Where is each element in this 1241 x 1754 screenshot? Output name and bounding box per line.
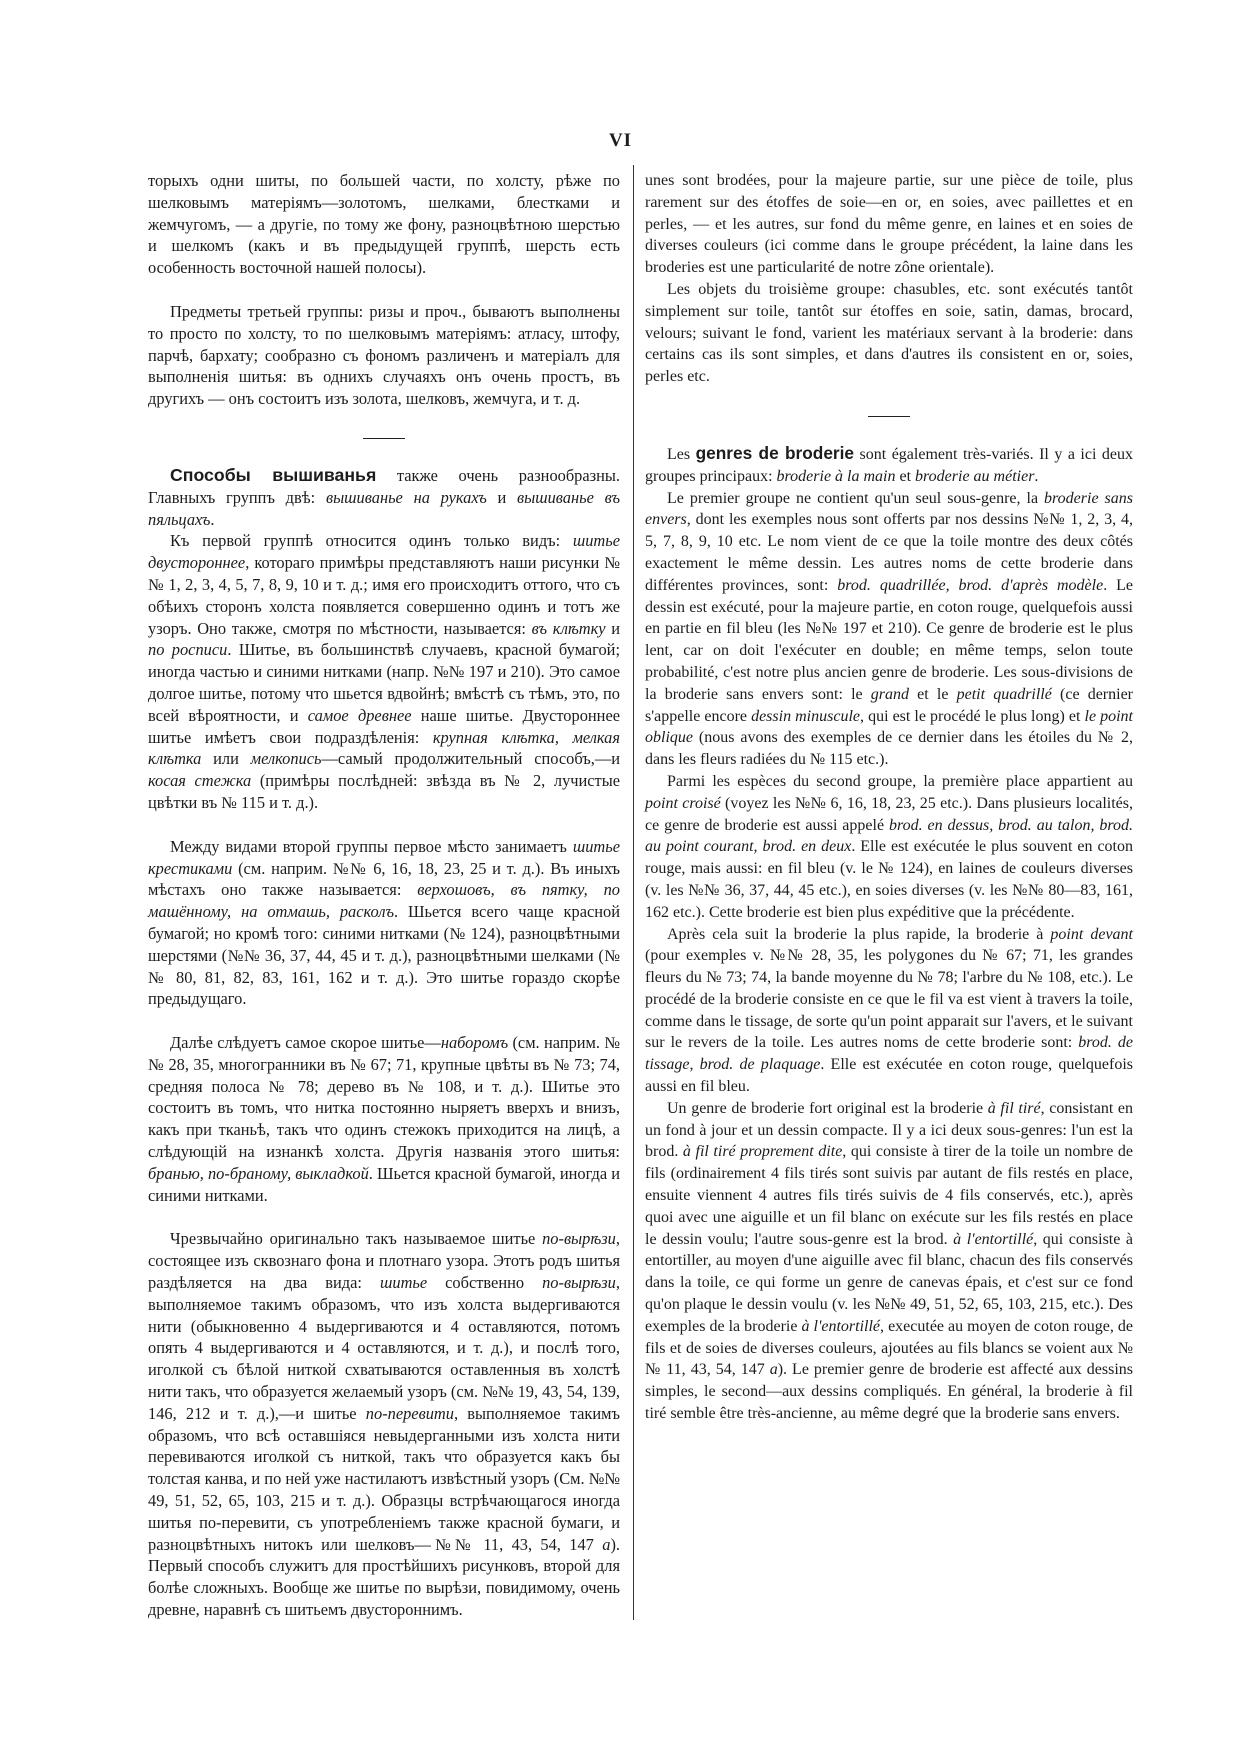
text-run: Après cela suit la broderie la plus rapide, la broderie à [667,925,1051,943]
italic-term: самое древнее [307,705,412,725]
text-run: (см. наприм. №№ 28, 35, многогранники въ № 67; 71, крупные цвѣты въ № 73; 74, средняя полоса № 78; дерево въ № 108, и т. д.). Шитье это состоитъ въ томъ, что нитка постоянно ныряетъ вверхъ и внизъ, какъ при тканьѣ, такъ что одинъ стежокъ приходится на лицѣ, а слѣдующій на изнанкѣ холста. Другія названія этого шитья: [148,1033,620,1162]
text-run: , котораго примѣры представляютъ наши рисунки №№ 1, 2, 3, 4, 5, 7, 8, 9, 10 и т. д.; имя его происходитъ оттого, что съ обѣихъ сторонъ холста появляется совершенно одинъ и тотъ же узоръ. Оно также, смотря по мѣстности, называется: [148,553,620,638]
italic-term: крупная клѣтка, мелкая клѣтка [148,727,620,769]
italic-term: по росписи [148,640,228,660]
paragraph [148,301,620,410]
bold-heading-text: Способы вышиванья [170,464,377,485]
text-run: (nous avons des exemples de ce dernier dans les étoiles du № 2, dans les fleurs radiées du № 115 etc.). [645,729,1133,769]
italic-term: broderie au métier [915,467,1035,485]
paragraph [645,488,1133,771]
paragraph [148,1032,620,1206]
text-run: (примѣры послѣдней: звѣзда въ № 2, лучистые цвѣтки въ № 115 и т. д.). [148,771,620,812]
text-run: , состоящее изъ сквознаго фона и плотнаго узора. Этотъ родъ шитья раздѣляется на два вида: [148,1229,620,1293]
text-run: , qui consiste à entortiller, au moyen d'une aiguille avec fil blanc, chacun des fils conservés dans la toile, ce qui forme un genre de canevas épais, et c'est sur ce fond qu'on plaque le dessin voulu (v. les №№ 49, 51, 52, 65, 103, 215, etc.). Des exemples de la broderie [645,1230,1134,1335]
text-run: . Elle est exécutée en coton rouge, quelquefois aussi en fil bleu. [645,1056,1133,1096]
text-run: , dont les exemples nous sont offerts par nos dessins №№ 1, 2, 3, 4, 5, 7, 8, 9, 10 etc. Le nom vient de ce que la toile montre des deux côtés exactement le même dessin. Les autres noms de cette broderie dans différentes provinces, sont: [645,511,1133,594]
column-divider [633,165,634,1620]
section-rule [363,438,405,439]
right-column-french [645,170,1133,1425]
paragraph [645,771,1133,924]
section-rule [868,416,910,417]
text-run: собственно [427,1273,543,1293]
italic-term: шитье двустороннее [148,531,620,573]
text-run: Предметы третьей группы: ризы и проч., бываютъ выполнены то просто по холсту, то по шелковымъ матеріямъ: атласу, штофу, парчѣ, бархату; сообразно съ фономъ различенъ и матеріалъ для выполненія шитья: въ однихъ случаяхъ онъ очень простъ, въ другихъ — онъ состоитъ изъ золота, шелковъ, жемчуга, и т. д. [148,301,620,409]
text-run: Les [667,445,696,463]
text-run: . Le dessin est exécuté, pour la majeure partie, en coton rouge, quelquefois aussi en partie en fil bleu (les №№ 197 et 210). Ce genre de broderie est le plus lent, car on doit l'exécuter en double; en même temps, selon toute probabilité, c'est notre plus ancien genre de broderie. Les sous-divisions de la broderie sans envers sont: le [645,576,1134,703]
paragraph [148,1228,620,1620]
italic-term: шитье крестиками [148,836,620,878]
italic-term: point devant [1050,925,1133,943]
text-run: et [895,467,916,485]
text-run: , выполняемое такимъ образомъ, что всѣ оставшіяся невыдерганными изъ холста нити перевиваются иголкой съ ниткой, такъ что образуется какъ бы толстая канва, и по ней уже настилаютъ извѣстный узоръ (См. №№ 49, 51, 52, 65, 103, 215 и т. д.). Образцы встрѣчающагося иногда шитья по-перевити, съ употребленіемъ также красной бумаги, и разноцвѣтныхъ нитокъ или шелковъ—№№ 11, 43, 54, 147 [148,1403,620,1554]
paragraph [645,279,1133,388]
italic-term: бранью, по-браному, выкладкой [148,1163,369,1183]
paragraph [148,170,620,279]
paragraph [645,170,1133,279]
paragraph [148,530,620,813]
italic-term: a [602,1534,611,1554]
italic-term: point croisé [645,794,721,812]
paragraph [645,1098,1133,1425]
italic-term: grand [870,685,910,703]
text-run: ). Le premier genre de broderie est affecté aux dessins simples, le second—aux dessins compliqués. En général, la broderie à fil tiré semble être très-ancienne, au même degré que la broderie sans envers. [645,1361,1133,1423]
text-run: . [1034,467,1039,485]
italic-term: brod. en dessus, brod. au talon, brod. au point courant, brod. en deux [645,816,1134,856]
page-number: VI [608,130,633,151]
italic-term: à fil tiré proprement dite [682,1143,843,1161]
text-run: , consistant en un fond à jour et un dessin compacte. Il y a ici deux sous-genres: l'un est la brod. [645,1099,1134,1161]
italic-term: по-вырѣзи [542,1273,616,1293]
text-run: et le [909,685,957,703]
left-column-russian [148,170,620,1621]
italic-term: наборомъ [440,1033,509,1053]
text-run: (см. наприм. №№ 6, 16, 18, 23, 25 и т. д.). Въ иныхъ мѣстахъ оно также называется: [148,858,620,900]
italic-term: шитье [380,1273,428,1293]
text-run: , executée au moyen de coton rouge, de fils et de soies de diverses couleurs, ajoutées au fils blancs se voient aux №№ 11, 43, 54, 147 [645,1317,1134,1379]
italic-term: petit quadrillé [956,685,1052,703]
text-run: unes sont brodées, pour la majeure partie, sur une pièce de toile, plus rarement sur des étoffes de soie—en or, en soies, avec paillettes et en perles, — et les autres, sur fond du même genre, en laines et en soies de diverses couleurs (ici comme dans le groupe précédent, la laine dans les broderies est une particularité de notre zône orientale). [645,172,1133,277]
text-run: . Шитье, въ большинствѣ случаевъ, красной бумагой; иногда частью и синими нитками (напр. №№ 197 и 210). Это самое долгое шитье, потому что шьется вдвойнѣ; вмѣстѣ съ тѣмъ, это, по всей вѣроятности, и [148,640,621,725]
text-run: наше шитье. Двустороннее шитье имѣетъ свои подраздѣленія: [148,705,620,747]
text-run: , qui consiste à tirer de la toile un nombre de fils (ordinairement 4 fils tirés sont suivis par autant de fils restés en place, ensuite viennent 4 autres fils tirés suivis de 4 fils conservés, etc.), après quoi avec une aiguille et un fil blanc on exécute sur les fils restés en place le dessin voulu; l'autre sous-genre est la brod. [645,1143,1133,1248]
text-run: Далѣе слѣдуетъ самое скорое шитье— [170,1033,441,1053]
text-run: Un genre de broderie fort original est la broderie [667,1099,988,1117]
text-run: также очень разнообразны. Главныхъ группъ двѣ: [148,465,620,507]
italic-term: мелкопись [250,749,322,769]
text-run: и [486,487,518,507]
text-run: Чрезвычайно оригинально такъ называемое шитье [170,1229,543,1249]
italic-term: a [769,1361,778,1379]
italic-term: по-вырѣзи [542,1229,616,1249]
italic-term: le point oblique [645,707,1133,747]
italic-term: верхошовъ, въ пятку, по машённому, на отмашь, расколъ [148,880,621,922]
italic-term: à l'entortillé [953,1230,1034,1248]
paragraph [148,836,620,1010]
italic-term: вышиванье въ пяльцахъ [148,487,621,529]
text-run: (voyez les №№ 6, 16, 18, 23, 25 etc.). Dans plusieurs localités, ce genre de broderie est aussi appelé [645,794,1134,834]
text-run: (pour exemples v. №№ 28, 35, les polygones du № 67; 71, les grandes fleurs du № 73; 74, la bande moyenne du № 78; l'arbre du № 108, etc.). Le procédé de la broderie consiste en ce que le fil va est vient à travers la toile, comme dans le tissage, de sorte qu'un point apparait sur l'avers, et le suivant sur le revers de la toile. Les autres noms de cette broderie sont: [645,947,1133,1052]
italic-term: въ клѣтку [531,618,606,638]
text-run: . [210,509,215,529]
text-run: Les objets du troisième groupe: chasubles, etc. sont exécutés tantôt simplement sur toile, tantôt sur étoffes en soie, satin, damas, brocard, velours; suivant le fond, varient les matériaux servant à la broderie: dans certains cas ils sont simples, et dans d'autres ils consistent en or, soies, perles etc. [645,280,1133,386]
text-run: и [605,618,621,638]
italic-term: à l'entortillé [801,1317,881,1335]
italic-term: косая стежка [148,771,252,791]
text-run: , выполняемое такимъ образомъ, что изъ холста выдергиваются нити (обыкновенно 4 выдергиваются и 4 оставляются, потомъ опять 4 выдергиваются и 4 оставляются, и т. д.), и послѣ того, иголкой съ бѣлой ниткой схватываются оставленныя въ холстѣ нити такъ, что образуется желаемый узоръ (см. №№ 19, 43, 54, 139, 146, 212 и т. д.),—и шитье [148,1273,621,1423]
italic-term: brod. de tissage, brod. de plaquage [645,1034,1134,1074]
italic-term: dessin minuscule [751,707,860,725]
text-run: ). Первый способъ служитъ для простѣйшихъ рисунковъ, второй для болѣе сложныхъ. Вообще же шитье по вырѣзи, повидимому, очень древне, наравнѣ съ шитьемъ двустороннимъ. [148,1534,620,1620]
text-run: sont également très-variés. Il y a ici deux groupes principaux: [645,445,1134,485]
text-run: или [201,749,251,769]
text-run: . Шьется всего чаще красной бумагой; но кромѣ того: синими нитками (№ 124), разноцвѣтными шерстями (№№ 36, 37, 44, 45 и т. д.), разноцвѣтными шелками (№№ 80, 81, 82, 83, 161, 162 и т. д.). Это шитье гораздо скорѣе предыдущаго. [148,902,620,1009]
italic-term: по-перевити [365,1403,454,1423]
italic-term: broderie sans envers [645,489,1133,529]
text-run: (ce dernier s'appelle encore [645,685,1134,725]
italic-term: broderie à la main [776,467,896,485]
paragraph [148,465,620,530]
paragraph [645,924,1133,1098]
bold-heading-text: genres de broderie [695,442,855,463]
text-run: Parmi les espèces du second groupe, la première place appartient au [667,772,1133,790]
text-run: Между видами второй группы первое мѣсто занимаетъ [170,836,573,856]
text-run: —самый продолжительный способъ,—и [321,749,620,769]
italic-term: вышиванье на рукахъ [325,487,487,507]
text-run: Къ первой группѣ относится одинъ только видъ: [170,531,573,551]
italic-term: à fil tiré [987,1099,1041,1117]
text-run: . Elle est exécutée le plus souvent en coton rouge, mais aussi: en fil bleu (v. le № 124), en laines de couleurs diverses (v. les №№ 36, 37, 44, 45 etc.), en soies diverses (v. les №№ 80—83, 161, 162 etc.). Cette broderie est bien plus expéditive que la précédente. [645,838,1133,921]
italic-term: brod. quadrillée, brod. d'après modèle [837,576,1104,594]
text-run: Le premier groupe ne contient qu'un seul sous-genre, la [667,489,1045,507]
text-run: , qui est le procédé le plus long) et [860,707,1085,725]
text-run: . Шьется красной бумагой, иногда и синими нитками. [148,1163,620,1205]
paragraph [645,443,1133,488]
text-run: торыхъ одни шиты, по большей части, по холсту, рѣже по шелковымъ матеріямъ—золотомъ, шелками, блестками и жемчугомъ, — а другіе, по тому же фону, разноцвѣтною шерстью и шелкомъ (какъ и въ предыдущей группѣ, шерсть есть особенность восточной нашей полосы). [148,171,620,278]
